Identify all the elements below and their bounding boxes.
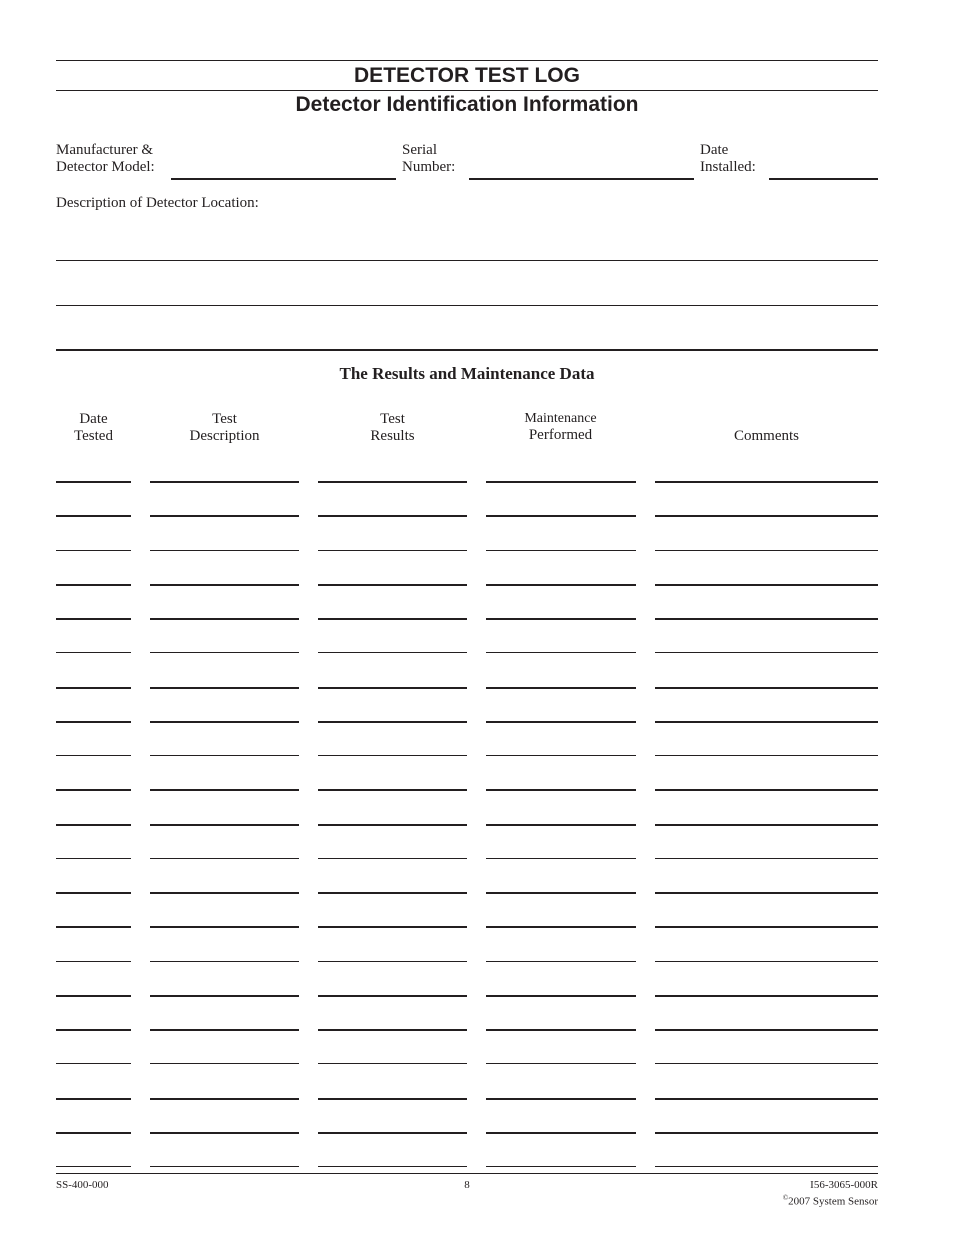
test-description-field[interactable] (150, 618, 299, 620)
location-line-2[interactable] (56, 305, 878, 306)
test-description-field[interactable] (150, 515, 299, 517)
maintenance-performed-field[interactable] (486, 1132, 636, 1134)
column-header-line1: Date (79, 411, 108, 427)
location-line-1[interactable] (56, 260, 878, 261)
date-tested-field[interactable] (56, 481, 131, 483)
column-header-line2: Description (189, 428, 260, 444)
date-tested-field[interactable] (56, 515, 131, 517)
comments-field[interactable] (655, 995, 878, 997)
serial-label-line1: Serial (402, 142, 437, 158)
maintenance-performed-field[interactable] (486, 618, 636, 620)
maintenance-performed-field[interactable] (486, 515, 636, 517)
comments-field[interactable] (655, 961, 878, 962)
test-results-field[interactable] (318, 515, 467, 517)
footer-doc-number (783, 1179, 878, 1209)
maintenance-performed-field[interactable] (486, 995, 636, 997)
test-description-field[interactable] (150, 858, 299, 859)
test-results-field[interactable] (318, 1166, 467, 1167)
test-results-field[interactable] (318, 687, 467, 689)
test-description-field[interactable] (150, 1166, 299, 1167)
column-header-maintenance-performed (486, 410, 635, 444)
test-results-field[interactable] (318, 755, 467, 756)
title-divider (56, 90, 878, 91)
comments-field[interactable] (655, 481, 878, 483)
maintenance-performed-field[interactable] (486, 824, 636, 826)
date-tested-field[interactable] (56, 687, 131, 689)
column-header-test-results (318, 411, 467, 445)
date-tested-field[interactable] (56, 858, 131, 859)
location-label: Description of Detector Location: (56, 195, 259, 211)
test-results-field[interactable] (318, 1063, 467, 1064)
column-header-line2: Performed (528, 427, 593, 443)
date-tested-field[interactable] (56, 1063, 131, 1064)
test-results-field[interactable] (318, 618, 467, 620)
maintenance-performed-field[interactable] (486, 481, 636, 483)
serial-label-line2: Number: (402, 159, 456, 175)
date-tested-field[interactable] (56, 789, 131, 791)
test-results-field[interactable] (318, 789, 467, 791)
comments-field[interactable] (655, 584, 878, 586)
test-description-field[interactable] (150, 995, 299, 997)
date-tested-field[interactable] (56, 721, 131, 723)
comments-field[interactable] (655, 652, 878, 653)
test-description-field[interactable] (150, 789, 299, 791)
manufacturer-label (56, 142, 155, 176)
comments-field[interactable] (655, 515, 878, 517)
test-results-field[interactable] (318, 961, 467, 962)
section-divider (56, 349, 878, 351)
comments-field[interactable] (655, 1098, 878, 1100)
copyright-text: 2007 System Sensor (788, 1195, 878, 1208)
test-results-field[interactable] (318, 1098, 467, 1100)
test-description-field[interactable] (150, 1029, 299, 1031)
comments-field[interactable] (655, 687, 878, 689)
test-description-field[interactable] (150, 892, 299, 894)
test-results-field[interactable] (318, 892, 467, 894)
date-tested-field[interactable] (56, 755, 131, 756)
date-tested-field[interactable] (56, 926, 131, 928)
test-results-field[interactable] (318, 550, 467, 551)
maintenance-performed-field[interactable] (486, 858, 636, 859)
date-tested-field[interactable] (56, 1029, 131, 1031)
column-header-line1: Test (380, 411, 405, 427)
test-description-field[interactable] (150, 1063, 299, 1064)
comments-field[interactable] (655, 755, 878, 756)
test-results-field[interactable] (318, 652, 467, 653)
date-tested-field[interactable] (56, 1132, 131, 1134)
manufacturer-label-line2: Detector Model: (56, 159, 155, 175)
test-results-field[interactable] (318, 858, 467, 859)
maintenance-performed-field[interactable] (486, 892, 636, 894)
maintenance-performed-field[interactable] (486, 1098, 636, 1100)
serial-label (402, 142, 455, 176)
maintenance-performed-field[interactable] (486, 652, 636, 653)
column-header-test-description (150, 411, 299, 445)
test-description-field[interactable] (150, 687, 299, 689)
maintenance-performed-field[interactable] (486, 687, 636, 689)
test-description-field[interactable] (150, 721, 299, 723)
comments-field[interactable] (655, 721, 878, 723)
date-tested-field[interactable] (56, 961, 131, 962)
test-results-field[interactable] (318, 721, 467, 723)
column-header-line2: Comments (733, 428, 799, 444)
column-header-line2: Tested (74, 428, 113, 444)
test-description-field[interactable] (150, 652, 299, 653)
column-header-line1: Test (212, 411, 237, 427)
comments-field[interactable] (655, 550, 878, 551)
page-subtitle: Detector Identification Information (295, 93, 639, 116)
date-tested-field[interactable] (56, 1098, 131, 1100)
comments-field[interactable] (655, 1029, 878, 1031)
test-results-field[interactable] (318, 481, 467, 483)
test-description-field[interactable] (150, 584, 299, 586)
test-results-field[interactable] (318, 824, 467, 826)
comments-field[interactable] (655, 892, 878, 894)
manufacturer-label-line1: Manufacturer & (56, 142, 154, 158)
top-rule (56, 60, 878, 61)
date-tested-field[interactable] (56, 550, 131, 551)
footer-page-number: 8 (464, 1179, 470, 1191)
date-tested-field[interactable] (56, 892, 131, 894)
comments-field[interactable] (655, 1063, 878, 1064)
comments-field[interactable] (655, 858, 878, 859)
comments-field[interactable] (655, 789, 878, 791)
column-header-comments (655, 411, 878, 445)
maintenance-performed-field[interactable] (486, 721, 636, 723)
footer-rule (56, 1173, 878, 1174)
test-results-field[interactable] (318, 1029, 467, 1031)
date-tested-field[interactable] (56, 824, 131, 826)
maintenance-performed-field[interactable] (486, 926, 636, 928)
column-header-line1: Maintenance (524, 411, 597, 426)
maintenance-performed-field[interactable] (486, 1166, 636, 1167)
test-description-field[interactable] (150, 824, 299, 826)
test-description-field[interactable] (150, 1132, 299, 1134)
comments-field[interactable] (655, 824, 878, 826)
test-results-field[interactable] (318, 995, 467, 997)
date-installed-label-line2: Installed: (700, 159, 756, 175)
test-description-field[interactable] (150, 550, 299, 551)
column-header-date-tested (56, 411, 131, 445)
footer-copyright (783, 1192, 878, 1209)
test-description-field[interactable] (150, 926, 299, 928)
column-header-line2: Results (370, 428, 415, 444)
test-results-field[interactable] (318, 926, 467, 928)
date-tested-field[interactable] (56, 995, 131, 997)
date-installed-label (700, 142, 756, 176)
test-results-field[interactable] (318, 584, 467, 586)
comments-field[interactable] (655, 926, 878, 928)
column-header-line1 (655, 411, 878, 428)
test-description-field[interactable] (150, 481, 299, 483)
test-results-field[interactable] (318, 1132, 467, 1134)
maintenance-performed-field[interactable] (486, 550, 636, 551)
date-tested-field[interactable] (56, 584, 131, 586)
footer-form-number: SS-400-000 (56, 1179, 109, 1191)
maintenance-performed-field[interactable] (486, 1029, 636, 1031)
date-tested-field[interactable] (56, 652, 131, 653)
page-title: DETECTOR TEST LOG (354, 64, 580, 87)
comments-field[interactable] (655, 1132, 878, 1134)
maintenance-performed-field[interactable] (486, 789, 636, 791)
test-description-field[interactable] (150, 1098, 299, 1100)
maintenance-performed-field[interactable] (486, 755, 636, 756)
maintenance-performed-field[interactable] (486, 584, 636, 586)
test-description-field[interactable] (150, 755, 299, 756)
test-description-field[interactable] (150, 961, 299, 962)
date-installed-field[interactable] (769, 178, 878, 180)
comments-field[interactable] (655, 1166, 878, 1167)
date-tested-field[interactable] (56, 1166, 131, 1167)
copyright-symbol: © (782, 1194, 789, 1202)
serial-number-field[interactable] (469, 178, 694, 180)
date-installed-label-line1: Date (700, 142, 729, 158)
manufacturer-field[interactable] (171, 178, 396, 180)
date-tested-field[interactable] (56, 618, 131, 620)
maintenance-performed-field[interactable] (486, 1063, 636, 1064)
footer-doc-id: I56-3065-000R (810, 1179, 878, 1191)
maintenance-performed-field[interactable] (486, 961, 636, 962)
comments-field[interactable] (655, 618, 878, 620)
results-title: The Results and Maintenance Data (339, 364, 595, 383)
